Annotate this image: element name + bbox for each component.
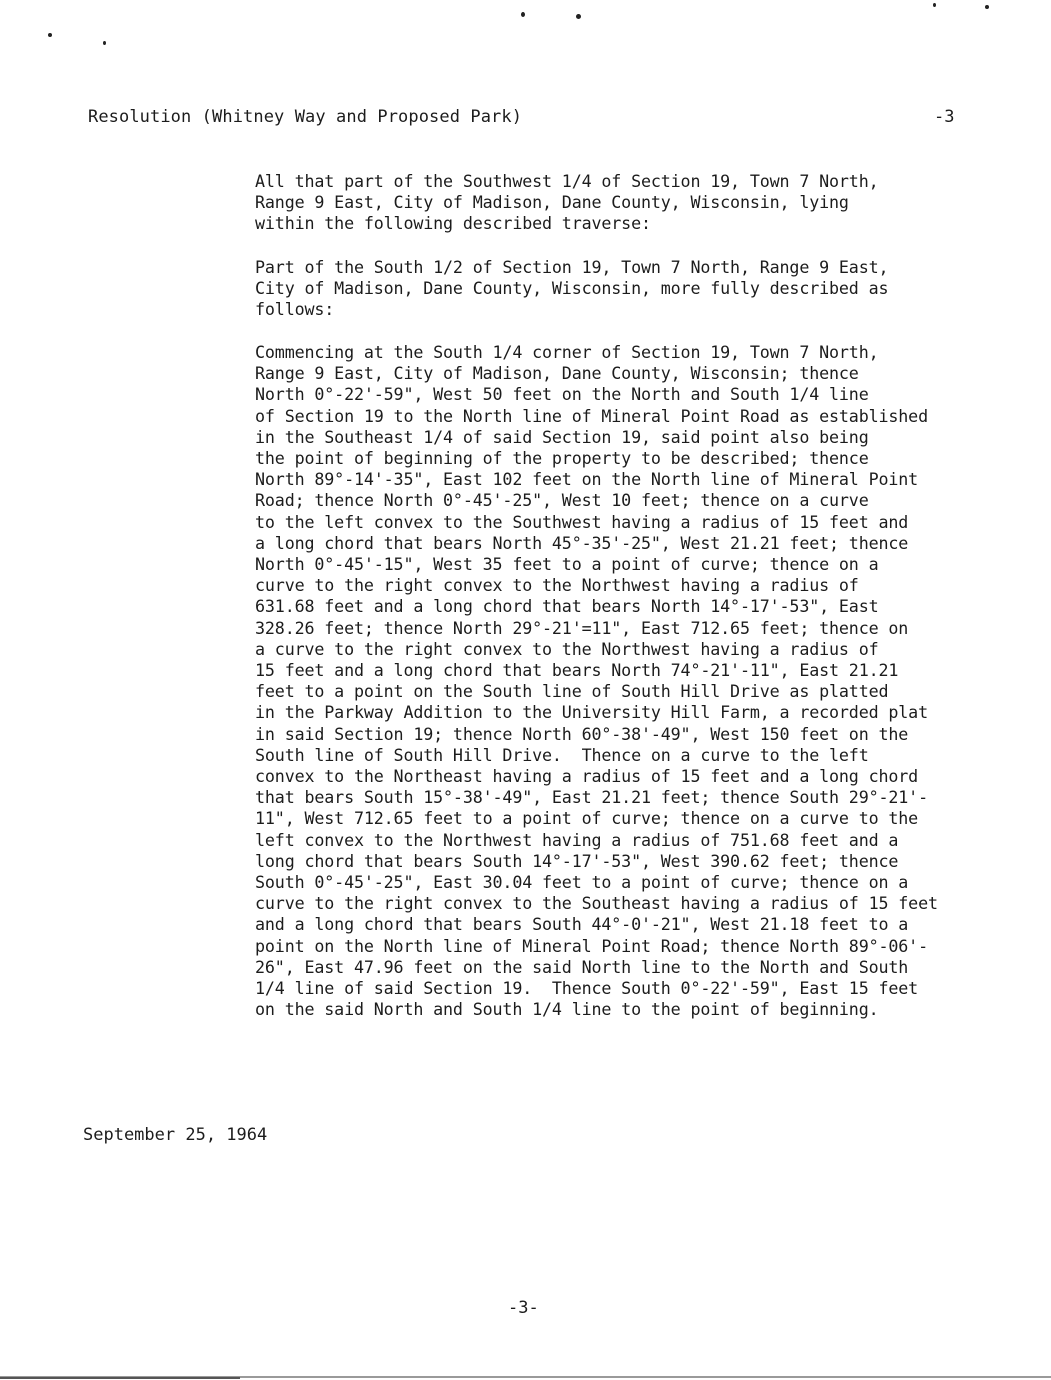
document-header-page-ref: -3 (934, 107, 955, 127)
document-date: September 25, 1964 (83, 1125, 268, 1145)
scan-speck (521, 12, 525, 17)
document-header-title: Resolution (Whitney Way and Proposed Park) (88, 107, 523, 127)
scan-speck (48, 33, 52, 37)
body-paragraph-traverse: Commencing at the South 1/4 corner of Section 19, Town 7 North, Range 9 East, City of Madison, Dane County, Wisconsin; thence North 0°-22'-59", West 50 feet on the North and South 1/4 line of Section 19 to the North line of Mineral Point Road as established in the Southeast 1/4 of said Section 19, said point also being the point of beginning of the property to be described; thence North 89°-14'-35", East 102 feet on the North line of Mineral Point Road; thence North 0°-45'-25", West 10 feet; thence on a curve to the left convex to the Southwest having a radius of 15 feet and a long chord that bears North 45°-35'-25", West 21.21 feet; thence North 0°-45'-15", West 35 feet to a point of curve; thence on a curve to the right convex to the Northwest having a radius of 631.68 feet and a long chord that bears North 14°-17'-53", East 328.26 feet; thence North 29°-21'=11", East 712.65 feet; thence on a curve to the right convex to the Northwest having a radius of 15 feet and a long chord that bears North 74°-21'-11", East 21.21 feet to a point on the South line of South Hill Drive as platted in the Parkway Addition to the University Hill Farm, a recorded plat in said Section 19; thence North 60°-38'-49", West 150 feet on the South line of South Hill Drive. Thence on a curve to the left convex to the Northeast having a radius of 15 feet and a long chord that bears South 15°-38'-49", East 21.21 feet; thence South 29°-21'- 11", West 712.65 feet to a point of curve; thence on a curve to the left convex to the Northwest having a radius of 751.68 feet and a long chord that bears South 14°-17'-53", West 390.62 feet; thence South 0°-45'-25", East 30.04 feet to a point of curve; thence on a curve to the right convex to the Southeast having a radius of 15 feet and a long chord that bears South 44°-0'-21", West 21.18 feet to a point on the North line of Mineral Point Road; thence North 89°-06'- 26", East 47.96 feet on the said North line to the North and South 1/4 line of said Section 19. Thence South 0°-22'-59", East 15 feet on the said North and South 1/4 line to the point of beginning. (255, 342, 938, 1020)
body-paragraph-section: Part of the South 1/2 of Section 19, Town 7 North, Range 9 East, City of Madison, Dane County, Wisconsin, more fully described as follows: (255, 257, 889, 320)
scan-speck (103, 41, 106, 45)
scan-speck (576, 14, 581, 19)
scan-speck (933, 3, 936, 7)
footer-page-number: -3- (508, 1298, 539, 1318)
scan-speck (985, 5, 989, 9)
page-bottom-edge-dark (0, 1377, 240, 1379)
body-paragraph-parcel: All that part of the Southwest 1/4 of Section 19, Town 7 North, Range 9 East, City of Madison, Dane County, Wisconsin, lying within the following described traverse: (255, 171, 879, 234)
